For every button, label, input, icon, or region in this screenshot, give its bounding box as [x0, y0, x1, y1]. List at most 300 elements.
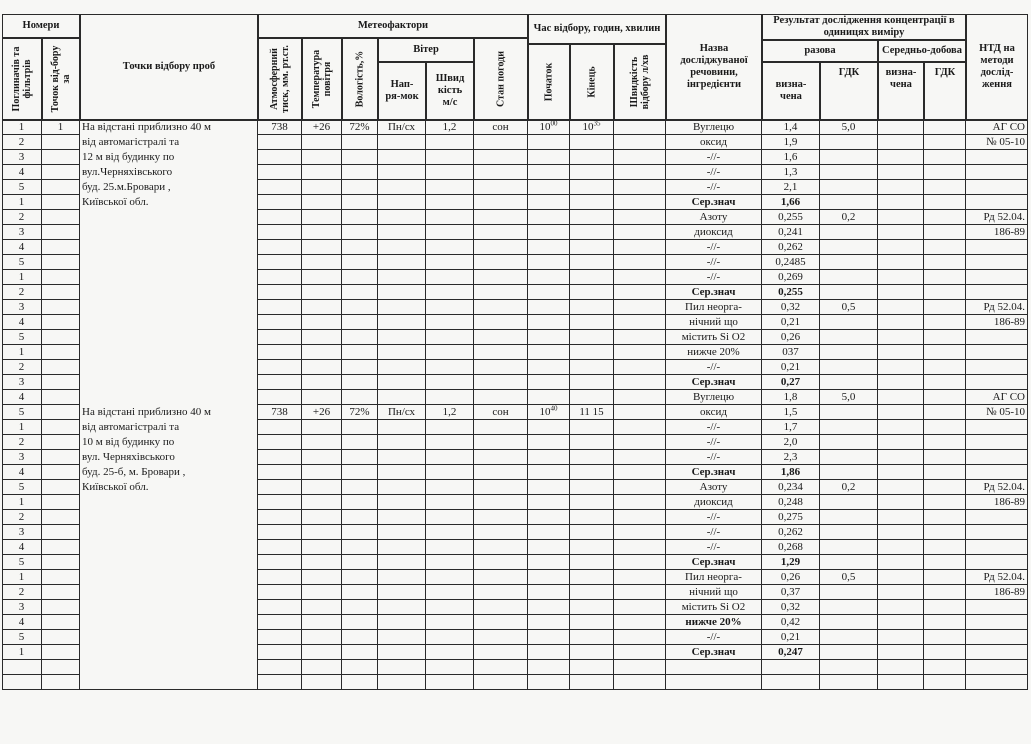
cell-start [528, 255, 570, 270]
cell-temp [302, 375, 342, 390]
cell-val [762, 180, 820, 195]
cell-g2 [924, 165, 966, 180]
cell-start [528, 540, 570, 555]
cell-start [528, 600, 570, 615]
cell-val [762, 645, 820, 660]
cell-v2 [878, 645, 924, 660]
cell-spd [426, 150, 474, 165]
cell-filt [2, 510, 42, 525]
cell-v2 [878, 435, 924, 450]
cell-end [570, 570, 614, 585]
cell-filt-text: 3 [18, 301, 25, 313]
cell-start-text: 10 [539, 406, 551, 418]
cell-weather [474, 600, 528, 615]
cell-sub [666, 660, 762, 675]
cell-end [570, 480, 614, 495]
cell-v2 [878, 180, 924, 195]
cell-tochka [42, 480, 80, 495]
cell-end [570, 390, 614, 405]
cell-dir [378, 255, 426, 270]
cell-v2 [878, 660, 924, 675]
cell-ntd [966, 480, 1028, 495]
cell-gdk [820, 540, 878, 555]
cell-end-text: 11 15 [579, 406, 604, 418]
cell-val-text: 2,3 [783, 451, 798, 463]
cell-g2 [924, 645, 966, 660]
cell-filt [2, 300, 42, 315]
cell-tochka [42, 315, 80, 330]
header-napr: Нап-ря-мок [378, 62, 426, 120]
cell-rate [614, 465, 666, 480]
cell-tochka [42, 270, 80, 285]
cell-filt-text: 3 [18, 601, 25, 613]
cell-weather [474, 660, 528, 675]
cell-ntd-text: АГ СО [992, 391, 1025, 403]
cell-val [762, 150, 820, 165]
cell-g2 [924, 495, 966, 510]
cell-rate [614, 285, 666, 300]
cell-filt [2, 150, 42, 165]
cell-atm [258, 540, 302, 555]
cell-gdk [820, 255, 878, 270]
cell-end [570, 240, 614, 255]
cell-spd [426, 360, 474, 375]
cell-rate [614, 450, 666, 465]
cell-atm [258, 480, 302, 495]
cell-val [762, 555, 820, 570]
cell-start [528, 345, 570, 360]
cell-val-text: 0,262 [778, 241, 803, 253]
cell-sub [666, 630, 762, 645]
cell-dir [378, 240, 426, 255]
cell-ntd [966, 285, 1028, 300]
cell-place [80, 465, 258, 480]
end-sup: 35 [593, 119, 601, 128]
cell-start [528, 120, 570, 135]
cell-gdk [820, 675, 878, 690]
cell-place [80, 390, 258, 405]
cell-end [570, 225, 614, 240]
cell-spd [426, 375, 474, 390]
cell-g2 [924, 450, 966, 465]
cell-filt-text: 4 [18, 166, 25, 178]
cell-atm [258, 405, 302, 420]
cell-tochka [42, 540, 80, 555]
cell-ntd-text: 186-89 [993, 496, 1025, 508]
cell-temp [302, 210, 342, 225]
cell-tochka [42, 120, 80, 135]
cell-g2 [924, 150, 966, 165]
cell-sub [666, 600, 762, 615]
cell-dir [378, 645, 426, 660]
cell-start [528, 480, 570, 495]
cell-weather [474, 480, 528, 495]
cell-atm [258, 675, 302, 690]
cell-place [80, 210, 258, 225]
cell-end [570, 360, 614, 375]
cell-val-text: 0,2485 [775, 256, 806, 268]
cell-ntd [966, 120, 1028, 135]
cell-rate [614, 315, 666, 330]
cell-ntd [966, 570, 1028, 585]
cell-ntd-text: Рд 52.04. [983, 301, 1025, 313]
cell-end [570, 405, 614, 420]
cell-tochka [42, 210, 80, 225]
cell-tochka [42, 195, 80, 210]
cell-gdk-text: 5,0 [841, 391, 856, 403]
cell-vol [342, 150, 378, 165]
cell-start [528, 375, 570, 390]
cell-spd [426, 165, 474, 180]
cell-sub-text: нічний що [689, 586, 738, 598]
cell-dir [378, 405, 426, 420]
cell-end [570, 585, 614, 600]
cell-gdk-text: 0,2 [841, 481, 856, 493]
cell-end [570, 330, 614, 345]
cell-vol [342, 540, 378, 555]
cell-filt-text: 5 [18, 481, 25, 493]
cell-gdk [820, 480, 878, 495]
cell-sub [666, 240, 762, 255]
cell-sub [666, 150, 762, 165]
cell-val [762, 420, 820, 435]
cell-start [528, 405, 570, 420]
cell-g2 [924, 600, 966, 615]
cell-vol [342, 435, 378, 450]
cell-ntd-text: Рд 52.04. [983, 211, 1025, 223]
cell-vol [342, 135, 378, 150]
cell-weather [474, 435, 528, 450]
cell-temp [302, 300, 342, 315]
cell-v2 [878, 480, 924, 495]
cell-tochka [42, 300, 80, 315]
cell-dir [378, 480, 426, 495]
cell-dir [378, 435, 426, 450]
cell-ntd [966, 630, 1028, 645]
cell-tochka [42, 600, 80, 615]
header-vyznachena-1: визна-чена [762, 62, 820, 120]
cell-atm [258, 465, 302, 480]
cell-dir [378, 615, 426, 630]
cell-g2 [924, 615, 966, 630]
cell-spd [426, 195, 474, 210]
cell-filt [2, 180, 42, 195]
cell-spd [426, 660, 474, 675]
cell-v2 [878, 135, 924, 150]
header-tochky: Точки відбору проб [80, 14, 258, 120]
cell-temp [302, 180, 342, 195]
cell-end [570, 300, 614, 315]
cell-filt [2, 135, 42, 150]
cell-filt [2, 195, 42, 210]
header-kinets: Кінець [570, 44, 614, 120]
cell-vol [342, 195, 378, 210]
cell-val [762, 345, 820, 360]
cell-rate [614, 150, 666, 165]
cell-spd [426, 570, 474, 585]
cell-rate [614, 570, 666, 585]
cell-filt [2, 585, 42, 600]
cell-filt-text: 1 [18, 496, 25, 508]
cell-sub-text: нижче 20% [687, 346, 740, 358]
cell-rate [614, 195, 666, 210]
cell-filt-text: 1 [18, 346, 25, 358]
cell-val-text: 0,268 [778, 541, 803, 553]
cell-end [570, 555, 614, 570]
cell-sub [666, 420, 762, 435]
cell-val-text: 0,255 [778, 211, 803, 223]
cell-place-text: вул. Черняхівського [82, 451, 175, 463]
cell-tochka [42, 630, 80, 645]
cell-weather [474, 615, 528, 630]
cell-start [528, 195, 570, 210]
cell-val [762, 615, 820, 630]
header-gdk-2: ГДК [924, 62, 966, 120]
cell-gdk [820, 600, 878, 615]
header-stan: Стан погоди [474, 38, 528, 120]
cell-atm [258, 525, 302, 540]
cell-tochka [42, 345, 80, 360]
cell-filt-text: 3 [18, 376, 25, 388]
cell-place [80, 120, 258, 135]
cell-gdk [820, 315, 878, 330]
cell-atm [258, 660, 302, 675]
cell-dir [378, 300, 426, 315]
cell-g2 [924, 525, 966, 540]
cell-g2 [924, 240, 966, 255]
cell-place [80, 180, 258, 195]
cell-sub [666, 300, 762, 315]
cell-tochka [42, 135, 80, 150]
cell-place [80, 615, 258, 630]
cell-ntd [966, 225, 1028, 240]
cell-g2 [924, 630, 966, 645]
cell-atm [258, 645, 302, 660]
cell-val [762, 570, 820, 585]
header-gdk-1: ГДК [820, 62, 878, 120]
cell-tochka [42, 675, 80, 690]
cell-place [80, 330, 258, 345]
cell-start [528, 555, 570, 570]
cell-spd [426, 120, 474, 135]
cell-val [762, 525, 820, 540]
cell-sub-text: Сер.знач [691, 196, 736, 208]
cell-v2 [878, 405, 924, 420]
cell-filt-text: 3 [18, 526, 25, 538]
cell-spd [426, 510, 474, 525]
cell-sub-text: -//- [706, 181, 721, 193]
cell-ntd [966, 645, 1028, 660]
cell-sub [666, 360, 762, 375]
cell-dir [378, 525, 426, 540]
cell-val [762, 195, 820, 210]
cell-rate [614, 360, 666, 375]
cell-place [80, 225, 258, 240]
cell-vol [342, 405, 378, 420]
cell-ntd [966, 405, 1028, 420]
cell-gdk [820, 615, 878, 630]
cell-sub [666, 345, 762, 360]
cell-rate [614, 615, 666, 630]
cell-dir [378, 510, 426, 525]
cell-filt-text: 5 [18, 556, 25, 568]
cell-val [762, 405, 820, 420]
cell-val [762, 315, 820, 330]
cell-val-text: 1,4 [783, 121, 798, 133]
cell-dir [378, 120, 426, 135]
cell-ntd [966, 585, 1028, 600]
cell-gdk [820, 435, 878, 450]
cell-filt-text: 3 [18, 451, 25, 463]
cell-rate [614, 630, 666, 645]
cell-rate [614, 405, 666, 420]
cell-val [762, 330, 820, 345]
cell-end-text: 10 [582, 121, 594, 133]
cell-place [80, 510, 258, 525]
cell-gdk [820, 330, 878, 345]
cell-end [570, 645, 614, 660]
cell-filt-text: 5 [18, 631, 25, 643]
cell-v2 [878, 495, 924, 510]
cell-spd [426, 525, 474, 540]
cell-val [762, 375, 820, 390]
cell-tochka [42, 405, 80, 420]
cell-dir [378, 540, 426, 555]
cell-atm [258, 450, 302, 465]
cell-dir [378, 210, 426, 225]
cell-sub [666, 375, 762, 390]
cell-rate [614, 300, 666, 315]
cell-filt [2, 600, 42, 615]
cell-v2 [878, 450, 924, 465]
cell-spd-text: 1,2 [442, 406, 457, 418]
cell-filt [2, 420, 42, 435]
cell-gdk [820, 300, 878, 315]
cell-spd [426, 210, 474, 225]
cell-vol [342, 120, 378, 135]
cell-val-text: 0,275 [778, 511, 803, 523]
cell-spd [426, 270, 474, 285]
cell-filt-text: 5 [18, 181, 25, 193]
cell-sub [666, 255, 762, 270]
cell-atm-text: 738 [271, 406, 288, 418]
cell-place [80, 495, 258, 510]
cell-place-text: від автомагістралі та [82, 136, 180, 148]
cell-v2 [878, 240, 924, 255]
cell-gdk [820, 570, 878, 585]
cell-end [570, 165, 614, 180]
cell-ntd [966, 360, 1028, 375]
cell-start [528, 510, 570, 525]
cell-tochka [42, 510, 80, 525]
cell-vol [342, 345, 378, 360]
cell-start [528, 570, 570, 585]
cell-dir [378, 135, 426, 150]
cell-weather [474, 675, 528, 690]
cell-temp [302, 495, 342, 510]
cell-atm [258, 120, 302, 135]
cell-temp [302, 630, 342, 645]
cell-rate [614, 165, 666, 180]
cell-vol [342, 645, 378, 660]
cell-weather [474, 570, 528, 585]
cell-end [570, 255, 614, 270]
cell-v2 [878, 585, 924, 600]
cell-sub [666, 450, 762, 465]
cell-sub-text: -//- [706, 151, 721, 163]
cell-filt-text: 5 [18, 406, 25, 418]
cell-temp [302, 405, 342, 420]
cell-spd [426, 300, 474, 315]
cell-spd [426, 330, 474, 345]
cell-place [80, 195, 258, 210]
cell-sub [666, 540, 762, 555]
cell-gdk-text: 0,5 [841, 301, 856, 313]
cell-vol [342, 330, 378, 345]
cell-val-text: 0,27 [780, 376, 801, 388]
cell-dir [378, 585, 426, 600]
cell-weather [474, 150, 528, 165]
cell-sub [666, 585, 762, 600]
cell-ntd-text: АГ СО [992, 121, 1025, 133]
cell-filt-text: 4 [18, 316, 25, 328]
cell-filt-text: 2 [18, 586, 25, 598]
cell-weather [474, 120, 528, 135]
cell-g2 [924, 390, 966, 405]
cell-rate [614, 390, 666, 405]
cell-weather [474, 405, 528, 420]
cell-tochka [42, 360, 80, 375]
cell-rate [614, 225, 666, 240]
cell-filt-text: 5 [18, 256, 25, 268]
cell-place-text: Київської обл. [82, 196, 149, 208]
cell-dir-text: Пн/сх [387, 121, 416, 133]
cell-place [80, 300, 258, 315]
cell-dir [378, 420, 426, 435]
cell-sub [666, 555, 762, 570]
cell-val-text: 0,234 [778, 481, 803, 493]
cell-sub-text: -//- [706, 541, 721, 553]
cell-start [528, 390, 570, 405]
cell-place [80, 375, 258, 390]
cell-place [80, 435, 258, 450]
cell-val-text: 1,66 [780, 196, 801, 208]
cell-temp [302, 450, 342, 465]
cell-gdk [820, 390, 878, 405]
cell-sub [666, 675, 762, 690]
cell-vol [342, 300, 378, 315]
cell-filt [2, 465, 42, 480]
cell-place [80, 150, 258, 165]
cell-rate [614, 600, 666, 615]
cell-tochka [42, 285, 80, 300]
cell-end [570, 630, 614, 645]
cell-vol [342, 555, 378, 570]
cell-weather [474, 345, 528, 360]
cell-filt-text: 1 [18, 421, 25, 433]
cell-filt [2, 615, 42, 630]
cell-val-text: 0,262 [778, 526, 803, 538]
cell-atm [258, 390, 302, 405]
cell-rate [614, 255, 666, 270]
header-meteo: Метеофактори [258, 14, 528, 38]
cell-v2 [878, 525, 924, 540]
cell-place [80, 525, 258, 540]
cell-gdk [820, 180, 878, 195]
cell-vol [342, 585, 378, 600]
cell-g2 [924, 255, 966, 270]
cell-vol [342, 420, 378, 435]
